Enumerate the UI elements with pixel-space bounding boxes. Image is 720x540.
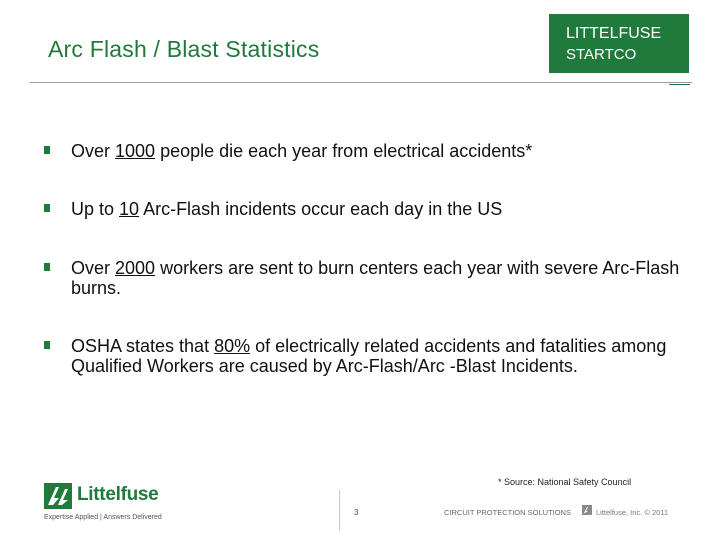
logo-tagline: Expertise Applied | Answers Delivered [44,514,162,521]
bullet-text: people die each year from electrical accidents* [155,141,533,161]
title-rule [30,82,692,83]
mini-logo-icon [582,505,592,515]
square-bullet-icon [44,146,50,154]
brand-line-1: LITTELFUSE [566,25,662,42]
square-bullet-icon [44,263,50,271]
brand-badge [549,14,689,73]
bullet-emphasis: 2000 [115,258,156,278]
square-bullet-icon [44,204,50,212]
bullet-emphasis: 1000 [115,141,156,161]
bullet-text: Arc-Flash incidents occur each day in the US [139,199,503,219]
slide-title: Arc Flash / Blast Statistics [48,36,320,62]
bullet-text: Over [71,258,116,278]
source-note: * Source: National Safety Council [498,477,632,487]
page-number: 3 [354,508,359,517]
bullet-text: workers are sent to burn centers each year with severe Arc-Flash burns. [71,258,680,298]
littelfuse-logo-icon [44,483,72,509]
title-rule-accent [669,84,690,85]
bullet-text: Over [71,141,116,161]
bullet-emphasis: 10 [119,199,140,219]
bullet-text: of electrically related accidents and fatalities among Qualified Workers are caused by Arc-Flash/Arc -Blast Incidents. [71,336,667,376]
bullet-item [44,258,684,298]
bullet-emphasis: 80% [214,336,251,356]
footer-divider [339,490,340,530]
bullet-item [44,336,684,376]
bullet-text: OSHA states that [71,336,215,356]
logo-wordmark: Littelfuse [77,484,159,505]
footer-logo [44,481,194,526]
footer-solutions-label: CIRCUIT PROTECTION SOLUTIONS [444,508,571,517]
bullet-text: Up to [71,199,120,219]
brand-line-2: STARTCO [566,46,637,63]
footer-copyright: Littelfuse, Inc. © 2011 [596,508,669,517]
bullet-item [44,199,684,219]
bullet-item [44,141,684,161]
square-bullet-icon [44,341,50,349]
